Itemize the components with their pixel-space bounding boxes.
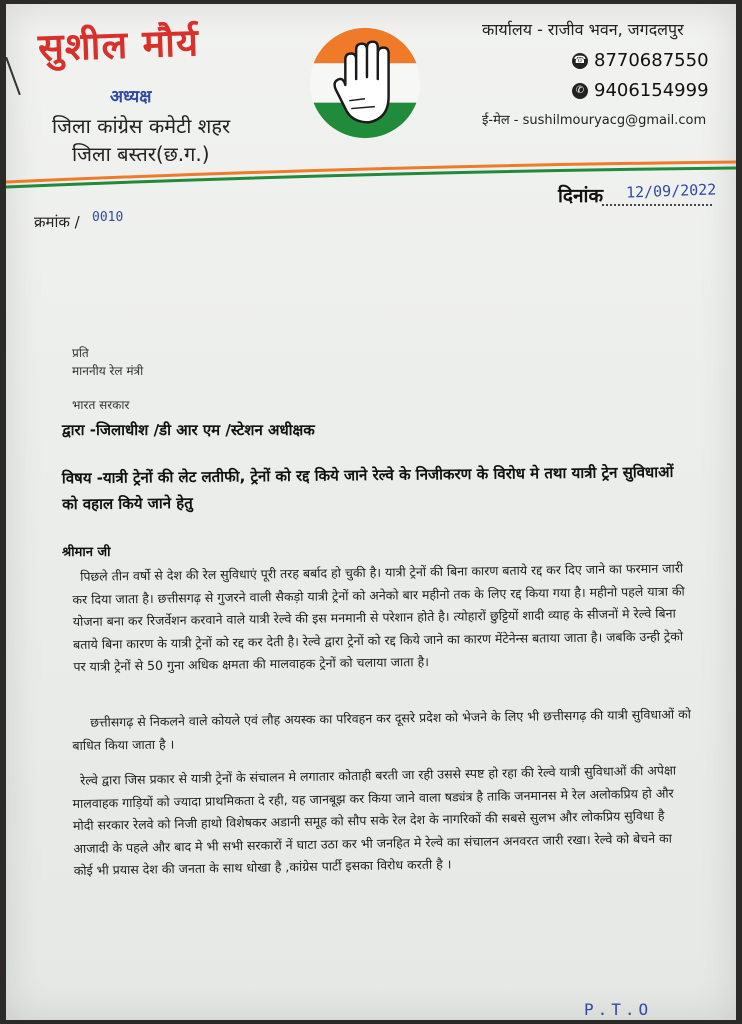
letter-page bbox=[6, 4, 736, 1020]
letterhead-name: सुशील मौर्य bbox=[37, 19, 200, 70]
body-paragraph-1: पिछले तीन वर्षो से देश की रेल सुविधाएं पूरी तरह बर्बाद हो चुकी है। यात्री ट्रेनों की बिना कारण बताये रद्द कर दिए जाने का फरमान जारी कर दिया जाता है। छत्तीसगढ़ से गुजरने वाली सैकड़ो यात्री ट्रेनों को अनेको बार महीनो तक के लिए रद्द किया गया है। महीनो पहले यात्रा की योजना बना कर रिजर्वेशन करवाने वाले यात्री रेल्वे की इस मनमानी से परेशान होते है। त्योहारों छुट्टियों शादी व्याह के सीजनों मे रेल्वे बिना बताये बिना कारण के यात्री ट्रेनों को रद्द कर देती है। रेल्वे द्वारा ट्रेनों को रद्द किये जाने का कारण मेंटेनेन्स बताया जाता है। जबकि उन्ही ट्रेको पर यात्री ट्रेनों से 50 गुना अधिक क्षमता की मालवाहक ट्रेनों को चलाया जाता है। bbox=[72, 560, 685, 674]
phone-2 bbox=[572, 80, 709, 101]
phone-2-number: 9406154999 bbox=[594, 80, 709, 101]
body-paragraph-3: रेल्वे द्वारा जिस प्रकार से यात्री ट्रेनों के संचालन मे लगातार कोताही बरती जा रही उससे स्पष्ट हो रहा की रेल्वे यात्री सुविधाओं की अपेक्षा मालवाहक गाड़ियों को ज्यादा प्राथमिकता दे रही, यह जानबूझ कर किया जाने वाला षड्यंत्र है ताकि जनमानस मे रेल अलोकप्रिय हो और मोदी सरकार रेलवे को निजी हाथो विशेषकर अडानी समूह को सौप सके रेल देश के नागरिकों की सबसे सुलभ और लोकप्रिय सुविधा है आजादी के पहले और बाद मे भी सभी सरकारों नें घाटा उठा कर भी जनहित मे रेल्वे का संचालन अनवरत जारी रखा। रेल्वे को बेचने का कोई भी प्रयास देश की जनता के साथ धोखा है ,कांग्रेस पार्टी इसका विरोध करती है । bbox=[72, 762, 677, 878]
recipient-prati: प्रति bbox=[72, 346, 89, 360]
recipient-govt: भारत सरकार bbox=[72, 398, 130, 412]
date-value: 12/09/2022 bbox=[625, 180, 717, 202]
phone-icon: ☎ bbox=[572, 53, 588, 69]
ref-value: 0010 bbox=[92, 210, 124, 225]
recipient-name: माननीय रेल मंत्री bbox=[72, 364, 144, 378]
salutation: श्रीमान जी bbox=[62, 545, 111, 560]
congress-hand-logo-icon bbox=[306, 24, 424, 142]
phone-1-number: 8770687550 bbox=[594, 50, 709, 71]
phone-1 bbox=[572, 50, 709, 71]
date-label: दिनांक bbox=[558, 185, 604, 207]
subject: विषय -यात्री ट्रेनों की लेट लतीफी, ट्रेनों को रद्द किये जाने रेल्वे के निजीकरण के विरोध मे तथा यात्री ट्रेन सुविधाओं को वहाल किये जाने हेतु bbox=[61, 462, 674, 514]
letterhead-email: ई-मेल - sushilmouryacg@gmail.com bbox=[482, 113, 707, 128]
letterhead-post: अध्यक्ष bbox=[110, 87, 152, 107]
recipient-via: द्वारा -जिलाधीश /डी आर एम /स्टेशन अधीक्षक bbox=[62, 421, 315, 439]
date-underline bbox=[602, 204, 712, 206]
page-turn-note: P.T.O bbox=[584, 1000, 653, 1019]
letterhead-org-line1: जिला कांग्रेस कमेटी शहर bbox=[52, 114, 231, 138]
ref-label: क्रमांक / bbox=[34, 213, 80, 231]
whatsapp-icon: ✆ bbox=[572, 83, 588, 99]
letterhead-office: कार्यालय - राजीव भवन, जगदलपुर bbox=[482, 20, 684, 39]
letterhead-org-line2: जिला बस्तर(छ.ग.) bbox=[72, 142, 210, 166]
body-paragraph-2: छत्तीसगढ़ से निकलने वाले कोयले एवं लौह अयस्क का परिवहन कर दूसरे प्रदेश को भेजने के लिए भी छत्तीसगढ़ की यात्री सुविधाओं को बाधित किया जाता है । bbox=[72, 706, 691, 753]
pen-mark bbox=[6, 57, 21, 95]
